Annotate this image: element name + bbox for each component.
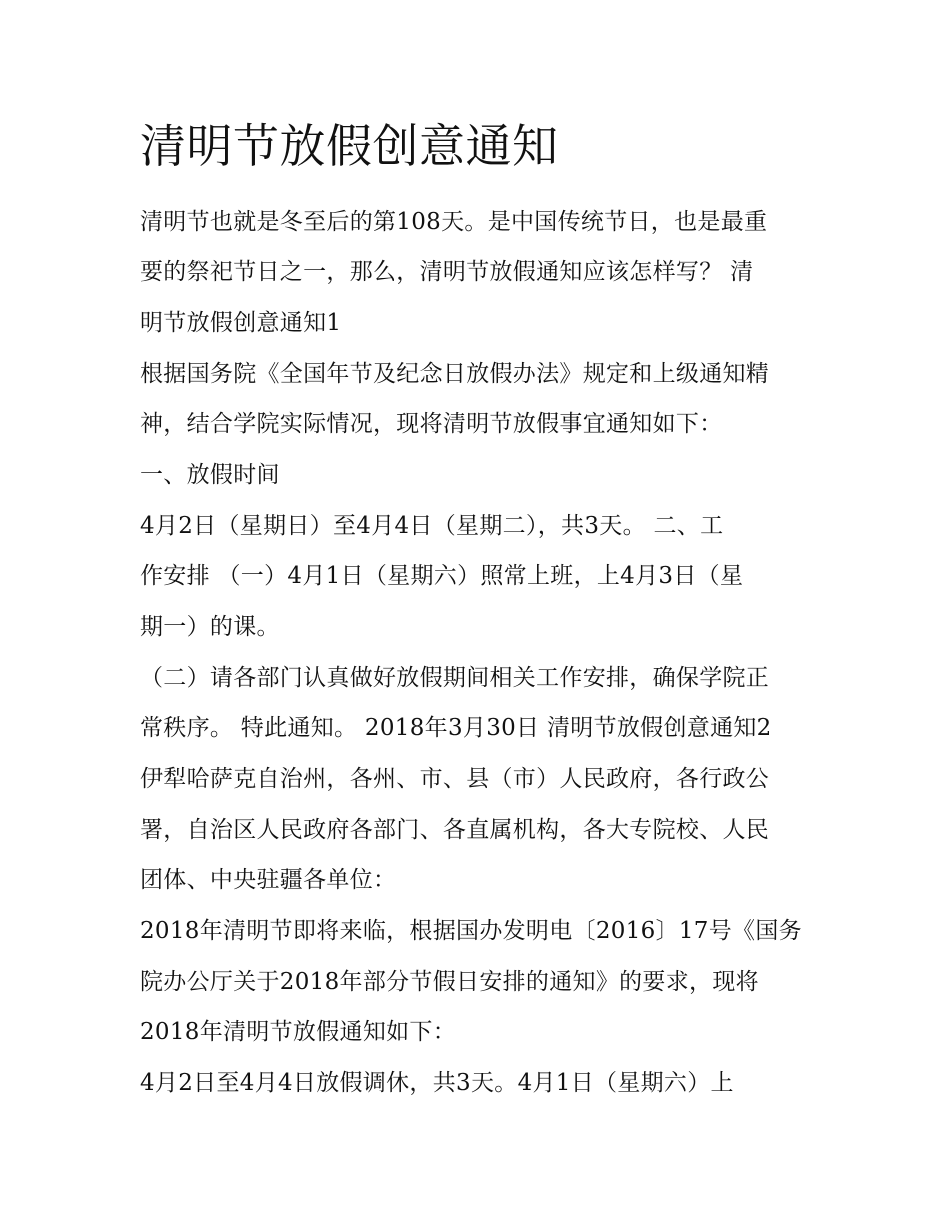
paragraph-line: 常秩序。 特此通知。 2018年3月30日 清明节放假创意通知2 (140, 715, 772, 741)
paragraph-line: 团体、中央驻疆各单位： (140, 867, 397, 893)
paragraph-line: 署，自治区人民政府各部门、各直属机构，各大专院校、人民 (140, 817, 770, 843)
paragraph-line: 明节放假创意通知1 (140, 310, 342, 336)
paragraph-line: 4月2日（星期日）至4月4日（星期二），共3天。 二、工 (140, 513, 724, 539)
paragraph-line: 2018年清明节即将来临，根据国办发明电〔2016〕17号《国务 (140, 918, 802, 944)
paragraph-line: 神，结合学院实际情况，现将清明节放假事宜通知如下： (140, 411, 723, 437)
document-title: 清明节放假创意通知 (140, 119, 559, 173)
paragraph-line: 作安排 （一）4月1日（星期六）照常上班，上4月3日（星 (140, 563, 744, 589)
section-heading: 一、放假时间 (140, 462, 280, 488)
paragraph-line: 根据国务院《全国年节及纪念日放假办法》规定和上级通知精 (140, 361, 770, 387)
paragraph-line: 清明节也就是冬至后的第108天。是中国传统节日，也是最重 (140, 209, 768, 235)
paragraph-line: （二）请各部门认真做好放假期间相关工作安排，确保学院正 (140, 665, 770, 691)
paragraph-line: 4月2日至4月4日放假调休，共3天。4月1日（星期六）上 (140, 1070, 734, 1096)
paragraph-line: 期一）的课。 (140, 614, 280, 640)
paragraph-line: 要的祭祀节日之一，那么，清明节放假通知应该怎样写？ 清 (140, 259, 754, 285)
paragraph-line: 伊犁哈萨克自治州，各州、市、县（市）人民政府，各行政公 (140, 766, 770, 792)
paragraph-line: 2018年清明节放假通知如下： (140, 1019, 457, 1045)
paragraph-line: 院办公厅关于2018年部分节假日安排的通知》的要求，现将 (140, 969, 759, 995)
